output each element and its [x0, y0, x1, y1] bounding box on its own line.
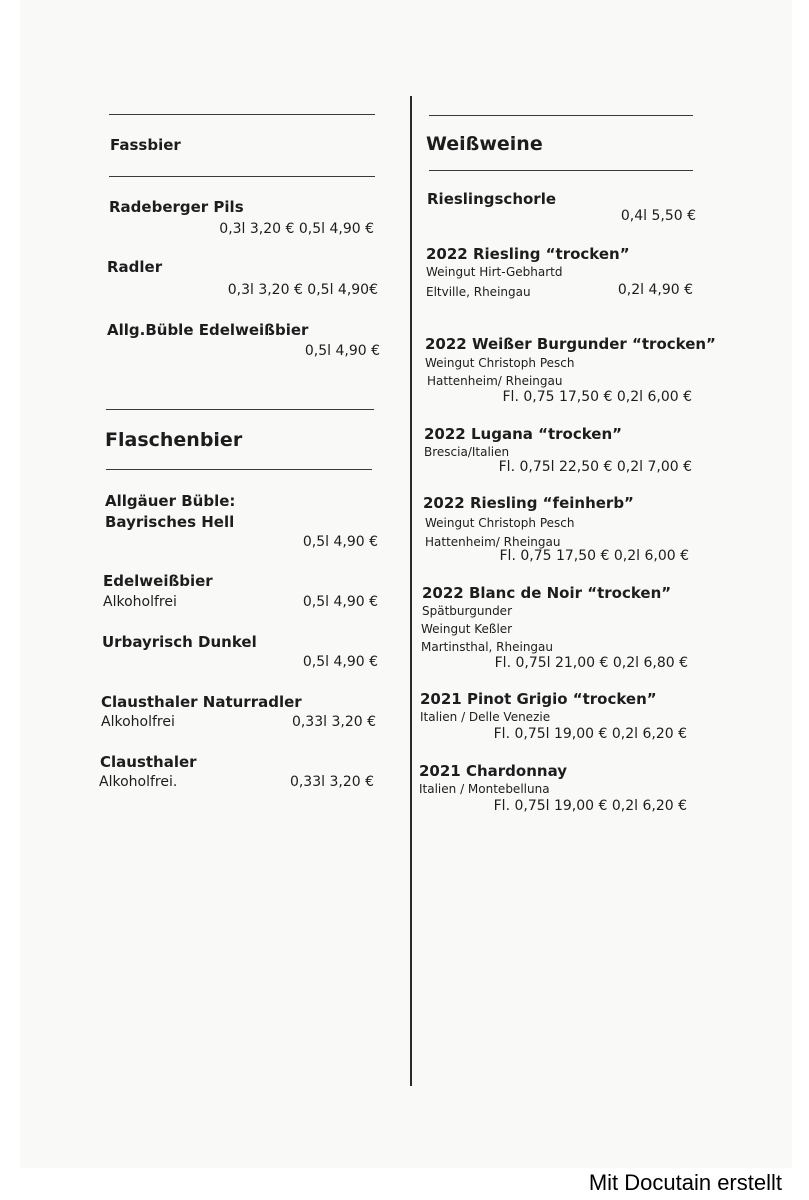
wine-price: Fl. 0,75l 22,50 € 0,2l 7,00 €: [498, 459, 692, 475]
wine-name: Rieslingschorle: [427, 190, 557, 208]
wine-producer: Weingut Keßler: [421, 622, 513, 636]
item-name: Urbayrisch Dunkel: [102, 633, 257, 651]
wine-name: 2022 Riesling “trocken”: [426, 245, 630, 263]
wine-origin: Eltville, Rheingau: [426, 285, 531, 299]
item-price: 0,5l 4,90 €: [302, 534, 378, 550]
item-price: 0,5l 4,90 €: [302, 654, 378, 670]
item-name: Allg.Büble Edelweißbier: [107, 321, 309, 339]
item-name: Radeberger Pils: [109, 198, 244, 216]
item-note: Alkoholfrei.: [99, 774, 178, 790]
wine-origin: Hattenheim/ Rheingau: [427, 374, 563, 388]
menu-page: [20, 0, 792, 1168]
item-price: 0,33l 3,20 €: [291, 714, 376, 730]
wine-producer: Weingut Christoph Pesch: [425, 516, 575, 530]
wine-producer: Weingut Hirt-Gebhartd: [426, 265, 563, 279]
item-name: Allgäuer Büble:: [105, 492, 236, 510]
item-price: 0,5l 4,90 €: [304, 343, 380, 359]
wine-name: 2021 Pinot Grigio “trocken”: [420, 690, 657, 708]
wine-grape: Spätburgunder: [422, 604, 512, 618]
wine-price: Fl. 0,75 17,50 € 0,2l 6,00 €: [502, 389, 692, 405]
wine-producer: Weingut Christoph Pesch: [425, 356, 575, 370]
item-price: 0,33l 3,20 €: [289, 774, 374, 790]
item-name: Bayrisches Hell: [105, 513, 235, 531]
section-title-fassbier: Fassbier: [110, 136, 181, 154]
divider: [106, 409, 374, 410]
item-name: Clausthaler Naturradler: [101, 693, 302, 711]
wine-name: 2022 Weißer Burgunder “trocken”: [425, 335, 716, 353]
item-price: 0,3l 3,20 € 0,5l 4,90€: [227, 282, 378, 298]
item-price: 0,3l 3,20 € 0,5l 4,90 €: [219, 221, 374, 237]
divider: [106, 469, 372, 470]
item-name: Radler: [107, 258, 163, 276]
wine-price: Fl. 0,75l 19,00 € 0,2l 6,20 €: [493, 726, 687, 742]
wine-name: 2022 Riesling “feinherb”: [423, 494, 634, 512]
wine-name: 2022 Lugana “trocken”: [424, 425, 622, 443]
item-note: Alkoholfrei: [101, 714, 175, 730]
wine-price: 0,2l 4,90 €: [617, 282, 693, 298]
divider: [109, 176, 375, 177]
section-title-flaschenbier: Flaschenbier: [105, 429, 243, 451]
divider: [109, 114, 375, 115]
wine-price: 0,4l 5,50 €: [620, 208, 696, 224]
divider: [429, 170, 693, 171]
item-note: Alkoholfrei: [103, 594, 177, 610]
wine-price: Fl. 0,75 17,50 € 0,2l 6,00 €: [499, 548, 689, 564]
column-divider: [410, 96, 412, 1086]
wine-name: 2022 Blanc de Noir “trocken”: [422, 584, 672, 602]
wine-origin: Italien / Montebelluna: [419, 782, 550, 796]
item-price: 0,5l 4,90 €: [302, 594, 378, 610]
wine-price: Fl. 0,75l 21,00 € 0,2l 6,80 €: [494, 655, 688, 671]
divider: [429, 115, 693, 116]
wine-price: Fl. 0,75l 19,00 € 0,2l 6,20 €: [493, 798, 687, 814]
wine-origin: Italien / Delle Venezie: [420, 710, 551, 724]
section-title-weissweine: Weißweine: [426, 133, 543, 155]
wine-origin: Brescia/Italien: [424, 445, 510, 459]
wine-origin: Hattenheim/ Rheingau: [425, 535, 561, 549]
item-name: Clausthaler: [100, 753, 197, 771]
wine-name: 2021 Chardonnay: [419, 762, 568, 780]
footer-watermark: Mit Docutain erstellt: [588, 1170, 782, 1195]
wine-origin: Martinsthal, Rheingau: [421, 640, 554, 654]
item-name: Edelweißbier: [103, 572, 213, 590]
